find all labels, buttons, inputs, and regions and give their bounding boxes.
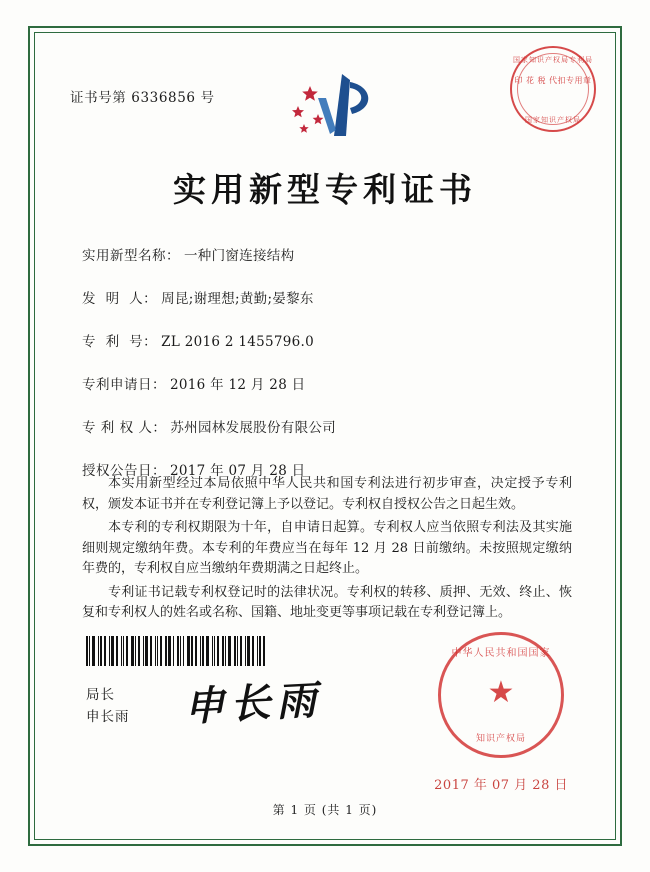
tax-seal-arc-top: 国家知识产权局专利局 — [513, 56, 593, 64]
tax-seal-center-text: 印 花 税 代扣专用章 — [514, 76, 592, 85]
field-label: 专利申请日： — [82, 377, 166, 393]
field-value: 周昆;谢理想;黄勤;晏黎东 — [161, 291, 314, 307]
field-value: 2016 年 12 月 28 日 — [170, 377, 306, 393]
tax-seal-arc-bottom: 国家知识产权局 — [525, 116, 581, 124]
official-seal — [438, 632, 564, 758]
signature-block — [86, 684, 130, 728]
official-seal-top-text: 中华人民共和国国家 — [451, 648, 551, 659]
handwritten-signature: 申长雨 — [183, 676, 324, 731]
certificate-content — [44, 44, 606, 828]
field-list — [82, 244, 576, 502]
legal-paragraph: 本实用新型经过本局依照中华人民共和国专利法进行初步审查，决定授予专利权，颁发本证书并在专利登记簿上予以登记。专利权自授权公告之日起生效。 — [82, 476, 572, 512]
field-row — [82, 416, 576, 436]
field-row — [82, 244, 576, 264]
field-label: 专 利 号： — [82, 334, 158, 350]
barcode — [86, 636, 268, 666]
field-label: 发 明 人： — [82, 291, 158, 307]
field-row — [82, 330, 576, 350]
director-title-label: 局长 — [86, 687, 115, 703]
legal-paragraph: 专利证书记载专利权登记时的法律状况。专利权的转移、质押、无效、终止、恢复和专利权人的姓名或名称、国籍、地址变更等事项记载在专利登记簿上。 — [82, 584, 572, 620]
field-label: 专 利 权 人： — [82, 420, 167, 436]
field-value: 一种门窗连接结构 — [184, 248, 295, 264]
legal-text — [82, 474, 572, 627]
field-value: 苏州园林发展股份有限公司 — [170, 420, 336, 436]
seal-date: 2017 年 07 月 28 日 — [434, 778, 568, 793]
tax-stamp-seal — [510, 46, 596, 132]
field-value: ZL 2016 2 1455796.0 — [161, 334, 315, 350]
director-name-label: 申长雨 — [86, 709, 130, 725]
official-seal-bottom-text: 知识产权局 — [475, 734, 526, 744]
field-row — [82, 373, 576, 393]
legal-paragraph: 本专利的专利权期限为十年，自申请日起算。专利权人应当依照专利法及其实施细则规定缴纳年费。本专利的年费应当在每年 12 月 28 日前缴纳。未按照规定缴纳年费的，专利权自应当缴纳年费期满之日起终止。 — [82, 520, 572, 576]
field-label: 实用新型名称： — [82, 248, 180, 264]
cnipa-logo-icon — [272, 64, 402, 144]
page-title: 实用新型专利证书 — [173, 170, 477, 209]
certificate-number: 证书号第 6336856 号 — [70, 90, 215, 106]
page-footer: 第 1 页 (共 1 页) — [272, 803, 378, 817]
field-label: 授权公告日： — [82, 463, 166, 479]
field-value: 2017 年 07 月 28 日 — [170, 463, 306, 479]
star-icon: ★ — [487, 675, 515, 711]
field-row — [82, 287, 576, 307]
